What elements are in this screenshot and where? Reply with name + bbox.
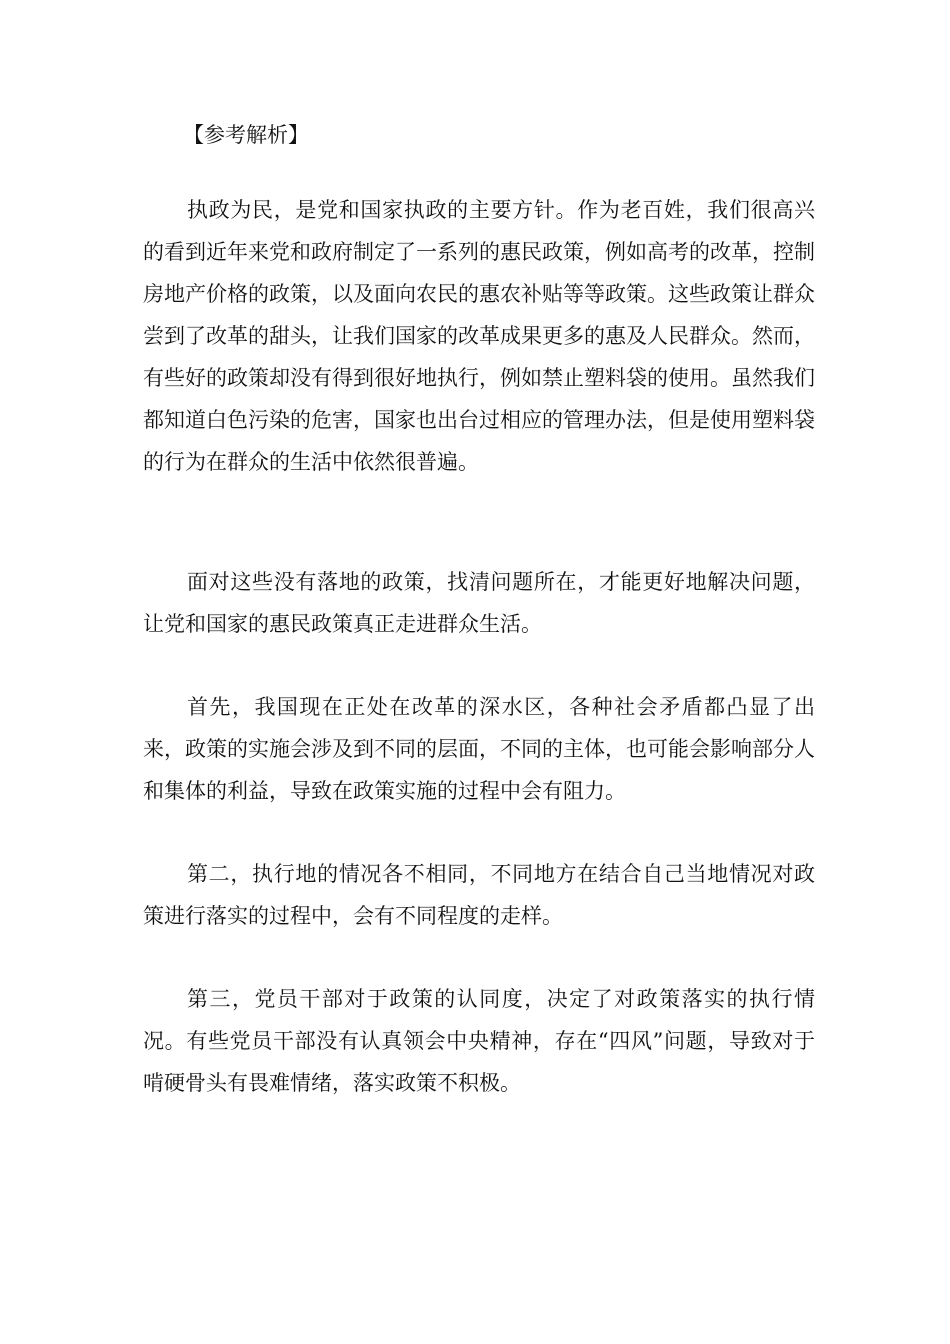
paragraph-4: 第二，执行地的情况各不相同，不同地方在结合自己当地情况对政策进行落实的过程中，会有不同程度的走样。 bbox=[143, 862, 815, 928]
paragraph-1: 执政为民，是党和国家执政的主要方针。作为老百姓，我们很高兴的看到近年来党和政府制定了一系列的惠民政策，例如高考的改革，控制房地产价格的政策，以及面向农民的惠农补贴等等政策。这些政策让群众尝到了改革的甜头，让我们国家的改革成果更多的惠及人民群众。然而，有些好的政策却没有得到很好地执行，例如禁止塑料袋的使用。虽然我们都知道白色污染的危害，国家也出台过相应的管理办法，但是使用塑料袋的行为在群众的生活中依然很普遍。 bbox=[143, 198, 815, 474]
paragraph-3: 首先，我国现在正处在改革的深水区，各种社会矛盾都凸显了出来，政策的实施会涉及到不同的层面，不同的主体，也可能会影响部分人和集体的利益，导致在政策实施的过程中会有阻力。 bbox=[143, 695, 815, 803]
paragraph-5: 第三，党员干部对于政策的认同度，决定了对政策落实的执行情况。有些党员干部没有认真领会中央精神，存在“四风”问题，导致对于啃硬骨头有畏难情绪，落实政策不积极。 bbox=[143, 987, 815, 1095]
paragraph-2: 面对这些没有落地的政策，找清问题所在，才能更好地解决问题，让党和国家的惠民政策真正走进群众生活。 bbox=[143, 570, 815, 636]
section-heading: 【参考解析】 bbox=[183, 123, 309, 147]
